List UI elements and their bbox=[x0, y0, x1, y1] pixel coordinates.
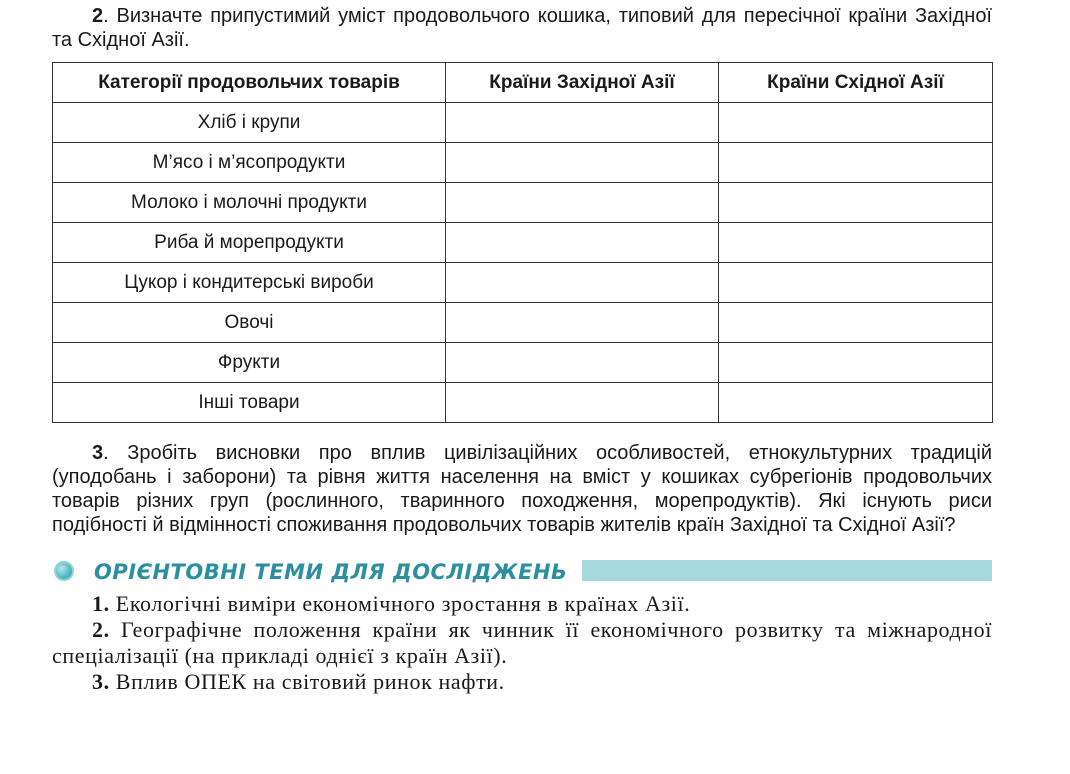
category-cell: Овочі bbox=[53, 303, 446, 343]
task-3-paragraph bbox=[52, 441, 992, 537]
category-cell: Фрукти bbox=[53, 343, 446, 383]
table-row bbox=[53, 303, 993, 343]
table-row bbox=[53, 343, 993, 383]
east-asia-cell bbox=[719, 223, 993, 263]
task-2-paragraph bbox=[52, 4, 992, 52]
east-asia-cell bbox=[719, 383, 993, 423]
category-cell: Інші товари bbox=[53, 383, 446, 423]
west-asia-cell bbox=[446, 343, 719, 383]
east-asia-cell bbox=[719, 143, 993, 183]
category-cell: Хліб і крупи bbox=[53, 103, 446, 143]
east-asia-cell bbox=[719, 263, 993, 303]
east-asia-cell bbox=[719, 343, 993, 383]
topic-number: 3. bbox=[92, 669, 110, 694]
west-asia-cell bbox=[446, 383, 719, 423]
table-row bbox=[53, 223, 993, 263]
category-cell: М’ясо і м’ясопродукти bbox=[53, 143, 446, 183]
research-topics-header bbox=[52, 557, 992, 587]
task-3-text: . Зробіть висновки про вплив цивілізаційних особливостей, етнокультурних традицій (уподобань і заборони) та рівня життя населення на вміст у кошиках субрегіонів продовольчих товарів різних груп (рослинного, тваринного походження, морепродуктів). Які існують риси подібності й відмінності споживання продовольчих товарів жителів країн Західної та Східної Азії? bbox=[52, 442, 992, 536]
section-title: ОРІЄНТОВНІ ТЕМИ ДЛЯ ДОСЛІДЖЕНЬ bbox=[94, 560, 568, 584]
table-row bbox=[53, 263, 993, 303]
task-3-number: 3 bbox=[92, 442, 104, 464]
list-item bbox=[52, 591, 992, 617]
food-basket-table bbox=[52, 62, 993, 423]
table-row bbox=[53, 143, 993, 183]
table-row bbox=[53, 183, 993, 223]
east-asia-cell bbox=[719, 183, 993, 223]
list-item bbox=[52, 669, 992, 695]
west-asia-cell bbox=[446, 103, 719, 143]
circle-bullet-icon bbox=[54, 561, 74, 581]
east-asia-cell bbox=[719, 103, 993, 143]
section-decorative-bar bbox=[582, 560, 992, 581]
table-row bbox=[53, 383, 993, 423]
topic-number: 2. bbox=[92, 617, 110, 642]
header-categories: Категорії продовольчих товарів bbox=[53, 63, 446, 103]
task-2-number: 2 bbox=[92, 5, 104, 27]
west-asia-cell bbox=[446, 303, 719, 343]
category-cell: Цукор і кондитерські вироби bbox=[53, 263, 446, 303]
east-asia-cell bbox=[719, 303, 993, 343]
west-asia-cell bbox=[446, 183, 719, 223]
header-east-asia: Країни Східної Азії bbox=[719, 63, 993, 103]
topic-text: Вплив ОПЕК на світовий ринок нафти. bbox=[109, 669, 505, 694]
west-asia-cell bbox=[446, 263, 719, 303]
table-row bbox=[53, 103, 993, 143]
research-topics-list bbox=[52, 591, 992, 695]
category-cell: Молоко і молочні продукти bbox=[53, 183, 446, 223]
west-asia-cell bbox=[446, 223, 719, 263]
list-item bbox=[52, 617, 992, 669]
west-asia-cell bbox=[446, 143, 719, 183]
topic-text: Географічне положення країни як чинник її економічного розвитку та міжнародної спеціалізації (на прикладі однієї з країн Азії). bbox=[52, 617, 992, 668]
topic-text: Екологічні виміри економічного зростання в країнах Азії. bbox=[109, 591, 691, 616]
category-cell: Риба й морепродукти bbox=[53, 223, 446, 263]
table-header-row bbox=[53, 63, 993, 103]
task-2-text: . Визначте припустимий уміст продовольчого кошика, типовий для пересічної країни Західної та Східної Азії. bbox=[52, 5, 992, 51]
topic-number: 1. bbox=[92, 591, 110, 616]
textbook-page bbox=[52, 4, 992, 695]
header-west-asia: Країни Західної Азії bbox=[446, 63, 719, 103]
